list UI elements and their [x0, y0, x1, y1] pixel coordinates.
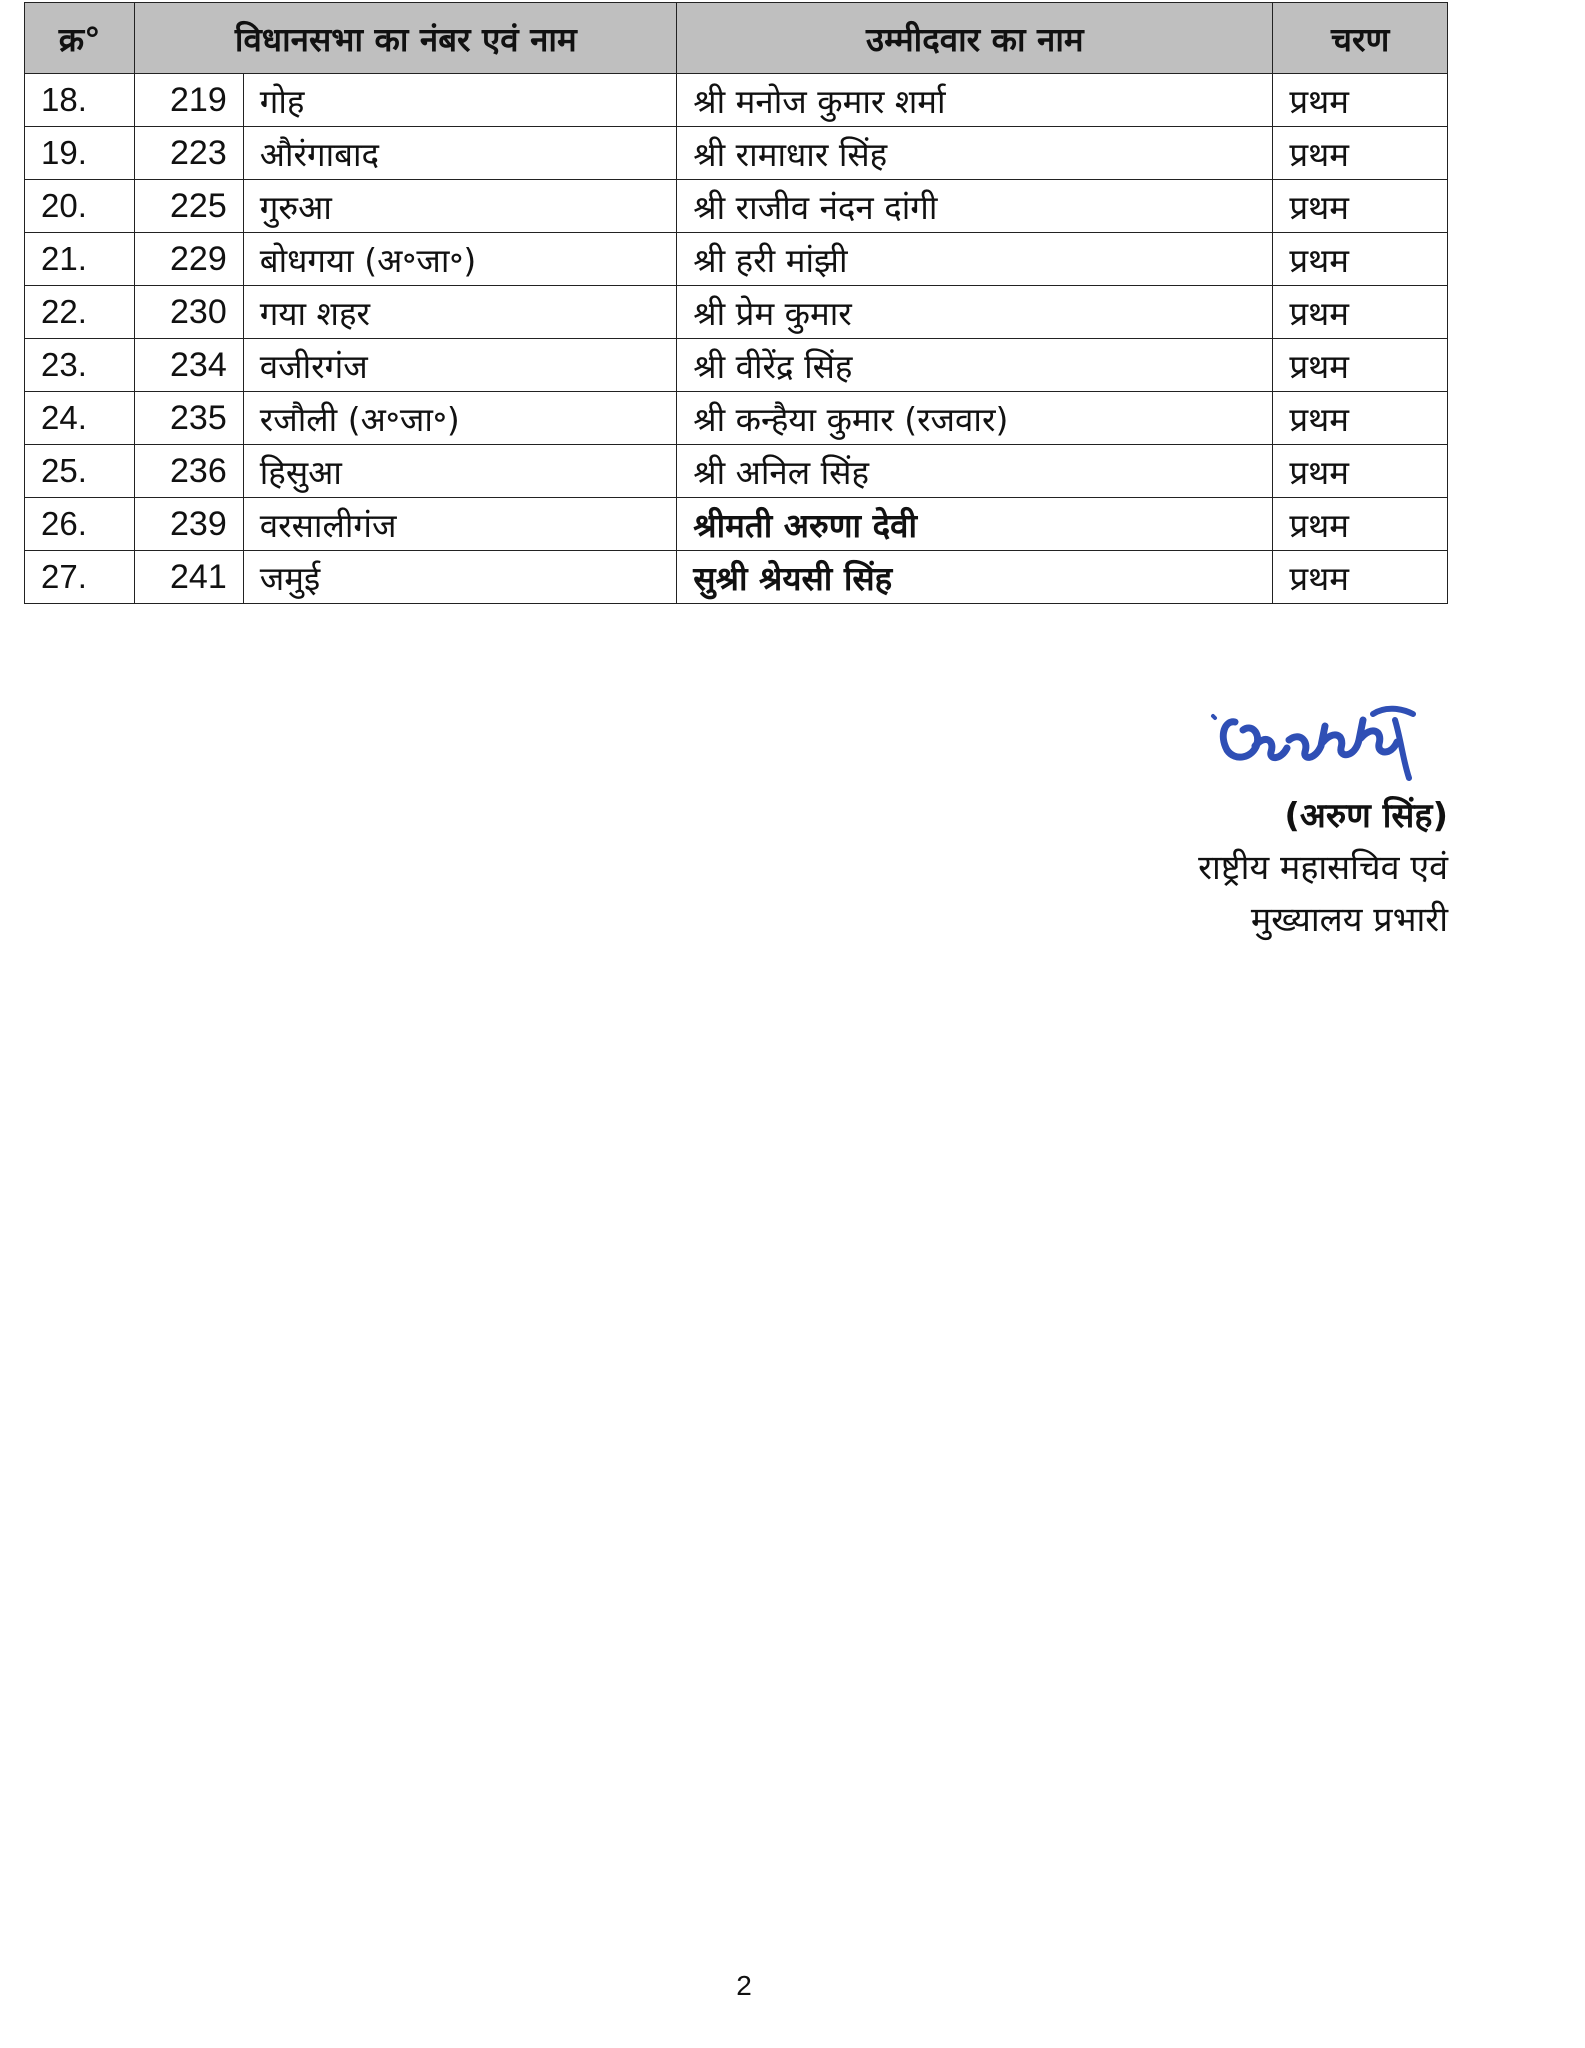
- constituency-name-cell: वरसालीगंज: [243, 498, 677, 551]
- header-serial: क्र°: [25, 3, 135, 74]
- serial-number-cell: 23.: [25, 339, 135, 392]
- table-row: [25, 286, 1448, 339]
- signatory-name: (अरुण सिंह): [1284, 796, 1448, 836]
- constituency-name-cell: गुरुआ: [243, 180, 677, 233]
- constituency-number-cell: 230: [135, 286, 243, 339]
- signatory-block: [1198, 790, 1448, 946]
- phase-cell: प्रथम: [1273, 551, 1448, 604]
- table-row: [25, 233, 1448, 286]
- serial-number-cell: 19.: [25, 127, 135, 180]
- serial-number-cell: 24.: [25, 392, 135, 445]
- candidate-name-cell: श्री वीरेंद्र सिंह: [677, 339, 1273, 392]
- constituency-name-cell: औरंगाबाद: [243, 127, 677, 180]
- constituency-number-cell: 241: [135, 551, 243, 604]
- header-phase: चरण: [1273, 3, 1448, 74]
- serial-number-cell: 26.: [25, 498, 135, 551]
- constituency-name-cell: जमुई: [243, 551, 677, 604]
- constituency-number-cell: 239: [135, 498, 243, 551]
- candidate-name-cell: श्री राजीव नंदन दांगी: [677, 180, 1273, 233]
- table-row: [25, 127, 1448, 180]
- table-row: [25, 392, 1448, 445]
- constituency-name-cell: बोधगया (अ॰जा॰): [243, 233, 677, 286]
- table-row: [25, 339, 1448, 392]
- candidate-name-cell: श्री मनोज कुमार शर्मा: [677, 74, 1273, 127]
- constituency-name-cell: रजौली (अ॰जा॰): [243, 392, 677, 445]
- serial-number-cell: 25.: [25, 445, 135, 498]
- table-row: [25, 74, 1448, 127]
- candidate-name-cell: श्री हरी मांझी: [677, 233, 1273, 286]
- phase-cell: प्रथम: [1273, 74, 1448, 127]
- signatory-designation-line2: मुख्यालय प्रभारी: [1250, 900, 1448, 940]
- candidate-list-table: [24, 2, 1448, 604]
- phase-cell: प्रथम: [1273, 445, 1448, 498]
- constituency-name-cell: हिसुआ: [243, 445, 677, 498]
- phase-cell: प्रथम: [1273, 498, 1448, 551]
- serial-number-cell: 21.: [25, 233, 135, 286]
- constituency-name-cell: गया शहर: [243, 286, 677, 339]
- signature-image: [1205, 680, 1475, 800]
- phase-cell: प्रथम: [1273, 392, 1448, 445]
- table-body: [25, 74, 1448, 604]
- constituency-number-cell: 236: [135, 445, 243, 498]
- phase-cell: प्रथम: [1273, 233, 1448, 286]
- signatory-designation-line1: राष्ट्रीय महासचिव एवं: [1198, 848, 1448, 888]
- constituency-number-cell: 229: [135, 233, 243, 286]
- constituency-number-cell: 225: [135, 180, 243, 233]
- constituency-number-cell: 219: [135, 74, 243, 127]
- candidate-name-cell: श्री प्रेम कुमार: [677, 286, 1273, 339]
- constituency-name-cell: वजीरगंज: [243, 339, 677, 392]
- header-candidate: उम्मीदवार का नाम: [677, 3, 1273, 74]
- candidate-name-cell: श्रीमती अरुणा देवी: [677, 498, 1273, 551]
- serial-number-cell: 18.: [25, 74, 135, 127]
- serial-number-cell: 22.: [25, 286, 135, 339]
- constituency-number-cell: 223: [135, 127, 243, 180]
- serial-number-cell: 20.: [25, 180, 135, 233]
- table-row: [25, 180, 1448, 233]
- candidate-name-cell: सुश्री श्रेयसी सिंह: [677, 551, 1273, 604]
- header-constituency: विधानसभा का नंबर एवं नाम: [135, 3, 677, 74]
- page-number: 2: [736, 1970, 752, 2001]
- candidate-name-cell: श्री कन्हैया कुमार (रजवार): [677, 392, 1273, 445]
- table-row: [25, 498, 1448, 551]
- serial-number-cell: 27.: [25, 551, 135, 604]
- constituency-number-cell: 235: [135, 392, 243, 445]
- constituency-number-cell: 234: [135, 339, 243, 392]
- phase-cell: प्रथम: [1273, 339, 1448, 392]
- table-header-row: [25, 3, 1448, 74]
- signature-strokes: [1213, 709, 1413, 778]
- candidate-name-cell: श्री रामाधार सिंह: [677, 127, 1273, 180]
- phase-cell: प्रथम: [1273, 286, 1448, 339]
- table-row: [25, 445, 1448, 498]
- constituency-name-cell: गोह: [243, 74, 677, 127]
- table-row: [25, 551, 1448, 604]
- phase-cell: प्रथम: [1273, 180, 1448, 233]
- candidate-name-cell: श्री अनिल सिंह: [677, 445, 1273, 498]
- phase-cell: प्रथम: [1273, 127, 1448, 180]
